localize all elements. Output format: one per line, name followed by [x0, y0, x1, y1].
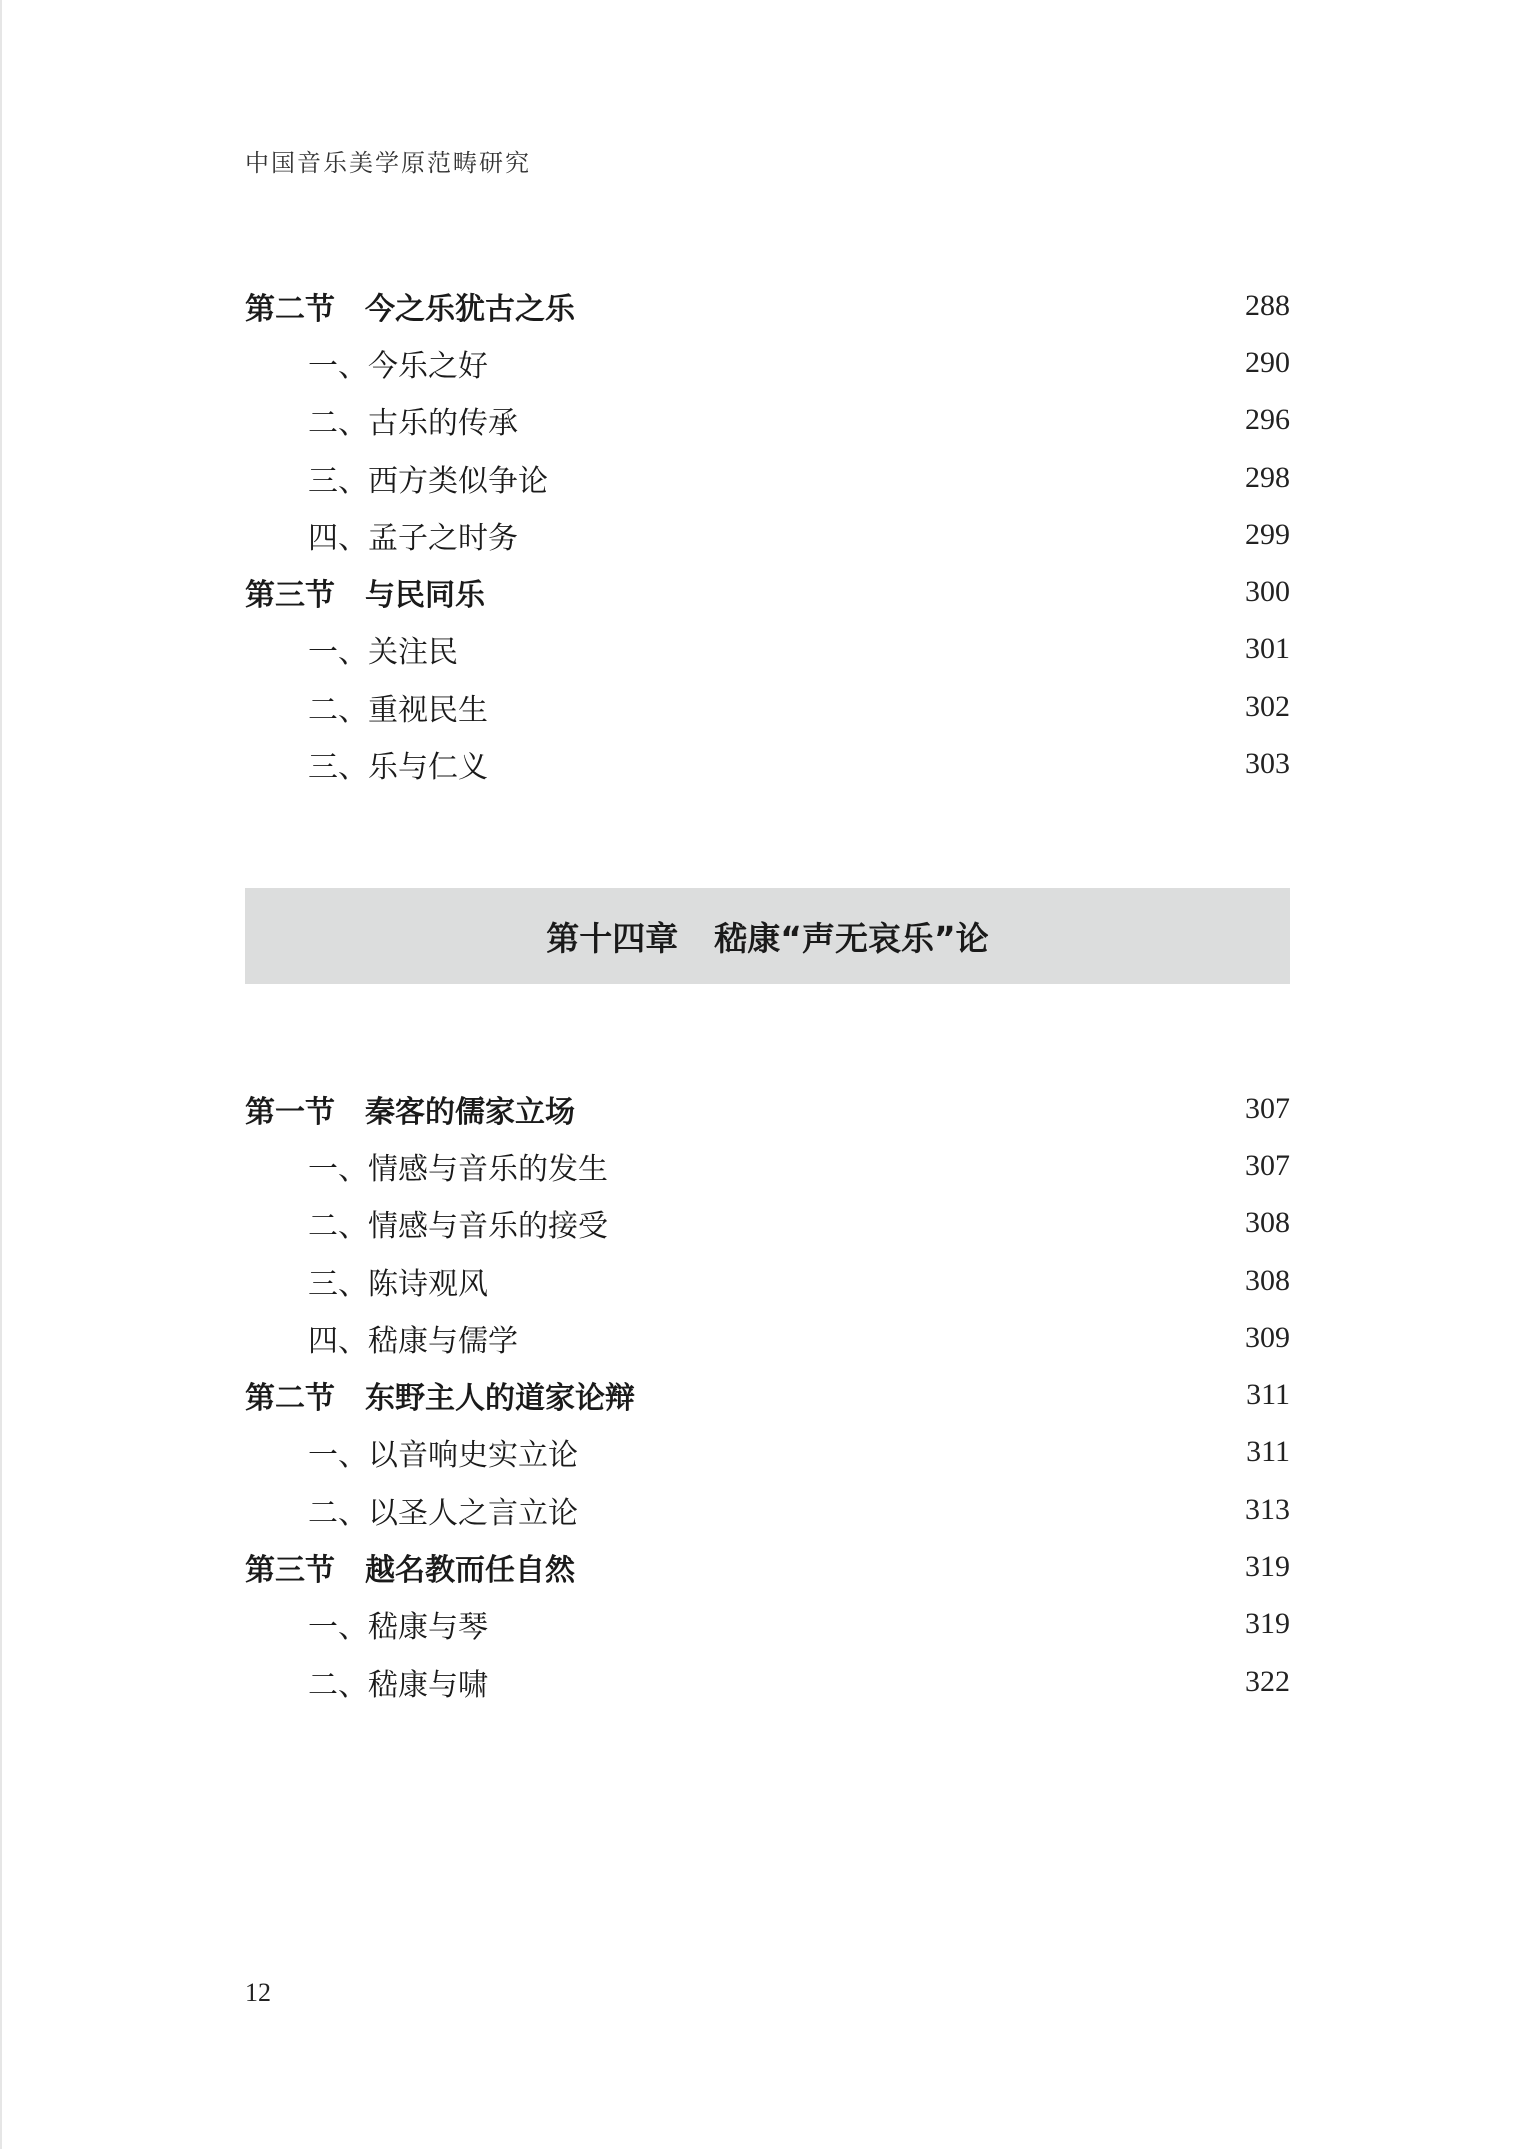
section-number: 第二节 [245, 1381, 335, 1417]
toc-page-number: 308 [1245, 1206, 1290, 1240]
toc-page-number: 311 [1246, 1378, 1290, 1412]
toc-entry-title: 一、嵇康与琴 [308, 1610, 488, 1646]
toc-page-number: 307 [1245, 1091, 1290, 1125]
toc-subsection-entry[interactable] [245, 392, 1290, 449]
toc-section-entry[interactable] [245, 277, 1290, 334]
toc-page-number: 319 [1245, 1607, 1290, 1641]
toc-page-number: 299 [1245, 517, 1290, 551]
toc-subsection-entry[interactable] [245, 1596, 1290, 1653]
toc-subsection-entry[interactable] [245, 1252, 1290, 1309]
toc-entry-title [245, 1087, 575, 1131]
toc-entry-title [245, 1373, 635, 1417]
toc-page-number: 302 [1245, 689, 1290, 723]
chapter-banner [245, 888, 1290, 984]
toc-page-number: 301 [1245, 632, 1290, 666]
toc-entry-title: 三、陈诗观风 [308, 1266, 488, 1302]
toc-section-entry[interactable] [245, 1538, 1290, 1595]
toc-entry-title: 三、西方类似争论 [308, 463, 548, 499]
toc-block-1 [245, 277, 1290, 793]
toc-section-entry[interactable] [245, 1080, 1290, 1137]
toc-subsection-entry[interactable] [245, 1481, 1290, 1538]
toc-subsection-entry[interactable] [245, 1137, 1290, 1194]
toc-page-number: 308 [1245, 1263, 1290, 1297]
toc-subsection-entry[interactable] [245, 334, 1290, 391]
toc-entry-title: 二、情感与音乐的接受 [308, 1209, 608, 1245]
toc-section-entry[interactable] [245, 1366, 1290, 1423]
toc-page-number: 311 [1246, 1435, 1290, 1469]
section-title: 今之乐犹古之乐 [365, 291, 575, 327]
toc-page-number: 300 [1245, 575, 1290, 609]
toc-page-number: 303 [1245, 747, 1290, 781]
section-title: 秦客的儒家立场 [365, 1094, 575, 1130]
toc-entry-title: 四、孟子之时务 [308, 520, 518, 556]
toc-block-2 [245, 1080, 1290, 1710]
toc-entry-title: 三、乐与仁义 [308, 750, 488, 786]
section-number: 第一节 [245, 1094, 335, 1130]
toc-subsection-entry[interactable] [245, 1309, 1290, 1366]
section-number: 第三节 [245, 1553, 335, 1589]
toc-entry-title: 一、以音响史实立论 [308, 1438, 578, 1474]
section-title: 东野主人的道家论辩 [365, 1381, 635, 1417]
toc-entry-title: 二、重视民生 [308, 692, 488, 728]
toc-page-number: 319 [1245, 1550, 1290, 1584]
toc-entry-title [245, 1545, 575, 1589]
toc-entry-title [245, 284, 575, 328]
toc-subsection-entry[interactable] [245, 449, 1290, 506]
toc-entry-title: 二、嵇康与啸 [308, 1667, 488, 1703]
running-head: 中国音乐美学原范畴研究 [245, 149, 531, 177]
toc-page-number: 322 [1245, 1664, 1290, 1698]
toc-subsection-entry[interactable] [245, 1424, 1290, 1481]
chapter-title: 嵇康“声无哀乐”论 [714, 918, 989, 958]
toc-page-number: 309 [1245, 1320, 1290, 1354]
toc-subsection-entry[interactable] [245, 678, 1290, 735]
section-title: 越名教而任自然 [365, 1553, 575, 1589]
toc-entry-title: 二、以圣人之言立论 [308, 1495, 578, 1531]
toc-page-number: 290 [1245, 345, 1290, 379]
toc-entry-title: 一、今乐之好 [308, 348, 488, 384]
chapter-number: 第十四章 [546, 918, 679, 958]
toc-subsection-entry[interactable] [245, 1653, 1290, 1710]
section-number: 第三节 [245, 578, 335, 614]
toc-page-number: 296 [1245, 403, 1290, 437]
section-title: 与民同乐 [365, 578, 485, 614]
toc-page-number: 313 [1245, 1492, 1290, 1526]
toc-entry-title: 二、古乐的传承 [308, 406, 518, 442]
toc-entry-title: 一、关注民 [308, 635, 458, 671]
toc-subsection-entry[interactable] [245, 621, 1290, 678]
toc-entry-title [245, 570, 485, 614]
page-folio: 12 [245, 1978, 271, 2007]
toc-subsection-entry[interactable] [245, 506, 1290, 563]
toc-entry-title: 四、嵇康与儒学 [308, 1323, 518, 1359]
toc-entry-title: 一、情感与音乐的发生 [308, 1151, 608, 1187]
toc-page-number: 288 [1245, 288, 1290, 322]
toc-page-number: 307 [1245, 1148, 1290, 1182]
section-number: 第二节 [245, 291, 335, 327]
toc-subsection-entry[interactable] [245, 735, 1290, 792]
toc-subsection-entry[interactable] [245, 1195, 1290, 1252]
page-edge-rule [0, 0, 2, 2149]
toc-section-entry[interactable] [245, 563, 1290, 620]
toc-page-number: 298 [1245, 460, 1290, 494]
